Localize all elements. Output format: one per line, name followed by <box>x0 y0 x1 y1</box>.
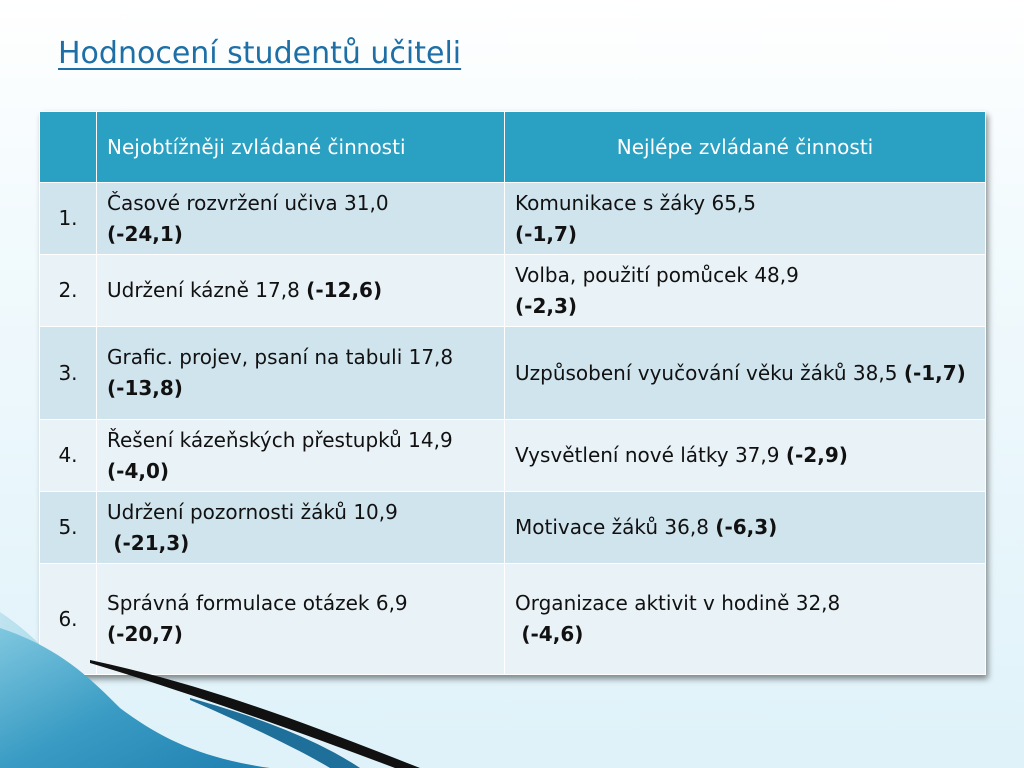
table-row <box>40 255 986 327</box>
decorative-wave <box>0 608 1024 768</box>
hardest-activity-cell <box>97 492 505 564</box>
table-header-row <box>40 112 986 183</box>
best-activity-text: Uzpůsobení vyučování věku žáků 38,5 <box>515 360 898 385</box>
hardest-activity-value: (-12,6) <box>306 278 383 302</box>
slide-title: Hodnocení studentů učiteli <box>58 36 462 71</box>
best-activity-text: Komunikace s žáky 65,5 <box>515 190 757 215</box>
table-row <box>40 183 986 255</box>
hardest-activity-text: Grafic. projev, psaní na tabuli 17,8 <box>107 345 454 369</box>
best-activity-cell <box>505 183 986 255</box>
hardest-activity-value: (-20,7) <box>107 622 183 646</box>
hardest-activity-cell <box>97 420 505 492</box>
hardest-activity-value: (-13,8) <box>107 376 183 400</box>
activities-table-container <box>39 111 985 675</box>
best-activity-value: (-6,3) <box>715 515 778 539</box>
best-activity-cell <box>505 492 986 564</box>
hardest-activity-text: Správná formulace otázek 6,9 <box>107 591 408 615</box>
row-number: 3. <box>40 327 97 420</box>
table-row <box>40 327 986 420</box>
header-hardest-activities: Nejobtížněji zvládané činnosti <box>97 112 505 183</box>
hardest-activity-text: Řešení kázeňských přestupků 14,9 <box>107 427 453 452</box>
table-row <box>40 420 986 492</box>
activities-table <box>39 111 986 675</box>
best-activity-text: Volba, použití pomůcek 48,9 <box>515 262 799 287</box>
table-row <box>40 492 986 564</box>
best-activity-cell <box>505 420 986 492</box>
row-number: 1. <box>40 183 97 255</box>
best-activity-cell <box>505 327 986 420</box>
hardest-activity-value: (-21,3) <box>113 530 190 555</box>
row-number: 4. <box>40 420 97 492</box>
hardest-activity-cell <box>97 255 505 327</box>
best-activity-cell <box>505 255 986 327</box>
hardest-activity-text: Časové rozvržení učiva 31,0 <box>107 190 389 215</box>
best-activity-value: (-1,7) <box>903 360 966 385</box>
header-number <box>40 112 97 183</box>
best-activity-value: (-2,9) <box>785 443 848 467</box>
best-activity-value: (-2,3) <box>515 293 578 318</box>
best-activity-text: Vysvětlení nové látky 37,9 <box>515 443 780 467</box>
best-activity-text: Organizace aktivit v hodině 32,8 <box>515 591 841 615</box>
header-best-activities: Nejlépe zvládané činnosti <box>505 112 986 183</box>
hardest-activity-cell <box>97 183 505 255</box>
best-activity-value: (-1,7) <box>515 221 578 246</box>
row-number: 2. <box>40 255 97 327</box>
row-number: 5. <box>40 492 97 564</box>
hardest-activity-text: Udržení kázně 17,8 <box>107 278 300 302</box>
hardest-activity-value: (-24,1) <box>107 221 183 246</box>
hardest-activity-text: Udržení pozornosti žáků 10,9 <box>107 499 398 524</box>
best-activity-value: (-4,6) <box>521 622 584 646</box>
hardest-activity-cell <box>97 327 505 420</box>
hardest-activity-value: (-4,0) <box>107 458 170 483</box>
row-number: 6. <box>40 564 97 675</box>
best-activity-text: Motivace žáků 36,8 <box>515 515 709 539</box>
